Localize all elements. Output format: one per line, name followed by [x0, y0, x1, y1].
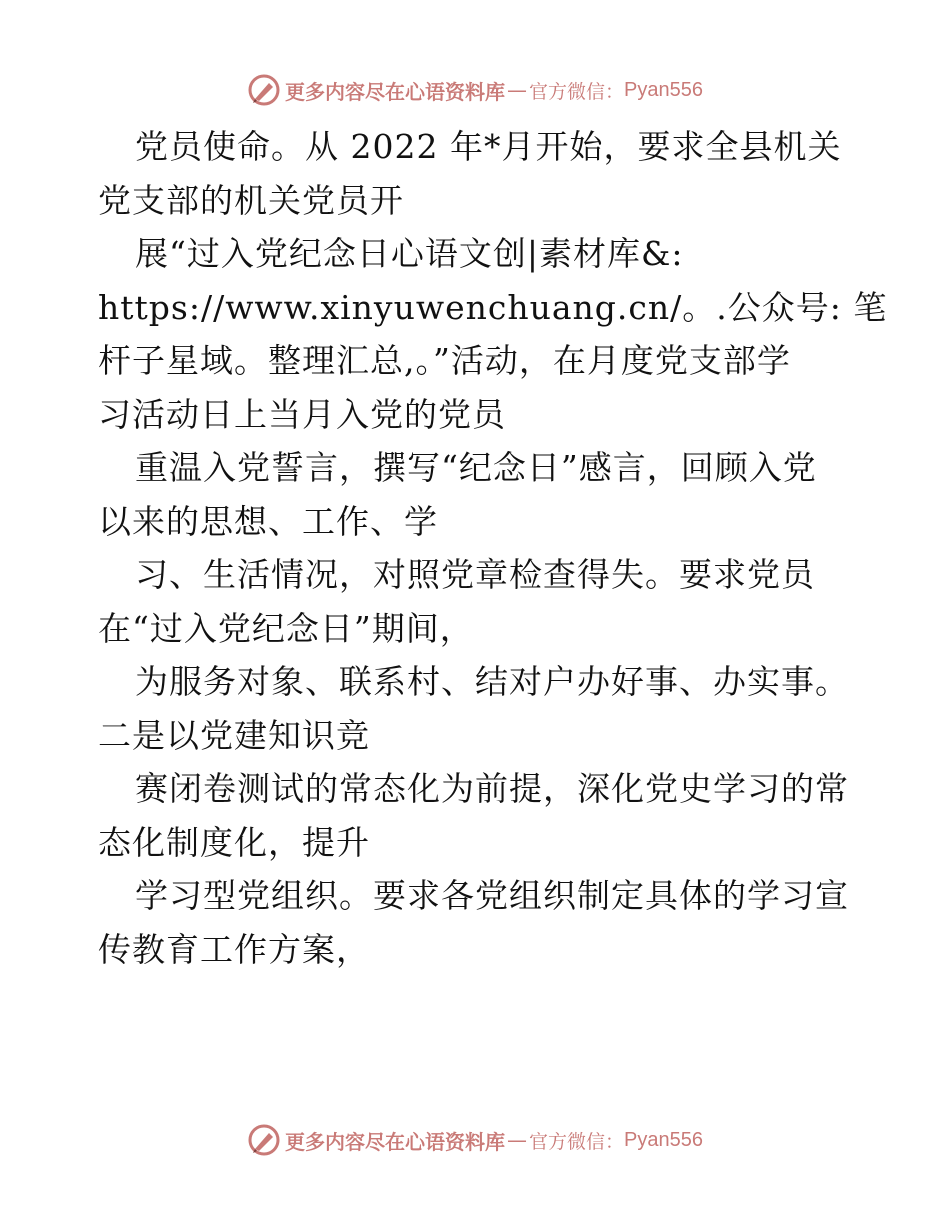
text-line: 态化制度化，提升	[98, 822, 370, 862]
footer-banner	[0, 1120, 950, 1160]
text-line: 党员使命。从 2022 年*月开始，要求全县机关	[135, 127, 842, 166]
text-line: 以来的思想、工作、学	[98, 501, 438, 541]
text-line: 为服务对象、联系村、结对户办好事、办实事。	[135, 662, 849, 701]
text-line: https://www.xinyuwenchuang.cn/。.公众号: 笔	[98, 287, 888, 327]
text-line: 展“过入党纪念日心语文创|素材库&:	[135, 234, 684, 273]
text-line: 杆子星域。整理汇总,。”活动，在月度党支部学	[98, 341, 791, 380]
banner-slogan: 更多内容尽在心语资料库	[285, 79, 505, 104]
text-line: 习、生活情况，对照党章检查得失。要求党员	[135, 555, 815, 594]
banner-separator: —	[507, 1128, 527, 1152]
text-line: 学习型党组织。要求各党组织制定具体的学习宣	[135, 876, 849, 915]
text-line: 习活动日上当月入党的党员	[98, 394, 506, 434]
banner-wechat-id: Pyan556	[624, 78, 703, 101]
banner-wechat-label: 官方微信：	[529, 1130, 625, 1153]
document-body	[98, 120, 888, 976]
banner-separator: —	[507, 78, 527, 102]
text-line: 二是以党建知识竞	[98, 715, 370, 755]
text-line: 在“过入党纪念日”期间，	[98, 608, 474, 648]
banner-wechat-label: 官方微信：	[529, 80, 625, 103]
pen-logo-icon	[247, 1123, 281, 1157]
pen-logo-icon	[247, 73, 281, 107]
banner-slogan: 更多内容尽在心语资料库	[285, 1129, 505, 1154]
text-line: 赛闭卷测试的常态化为前提，深化党史学习的常	[135, 769, 849, 808]
text-line: 传教育工作方案，	[98, 929, 370, 969]
header-banner	[0, 70, 950, 110]
banner-wechat-id: Pyan556	[624, 1128, 703, 1151]
text-line: 党支部的机关党员开	[98, 180, 404, 220]
text-line: 重温入党誓言，撰写“纪念日”感言，回顾入党	[135, 448, 817, 487]
